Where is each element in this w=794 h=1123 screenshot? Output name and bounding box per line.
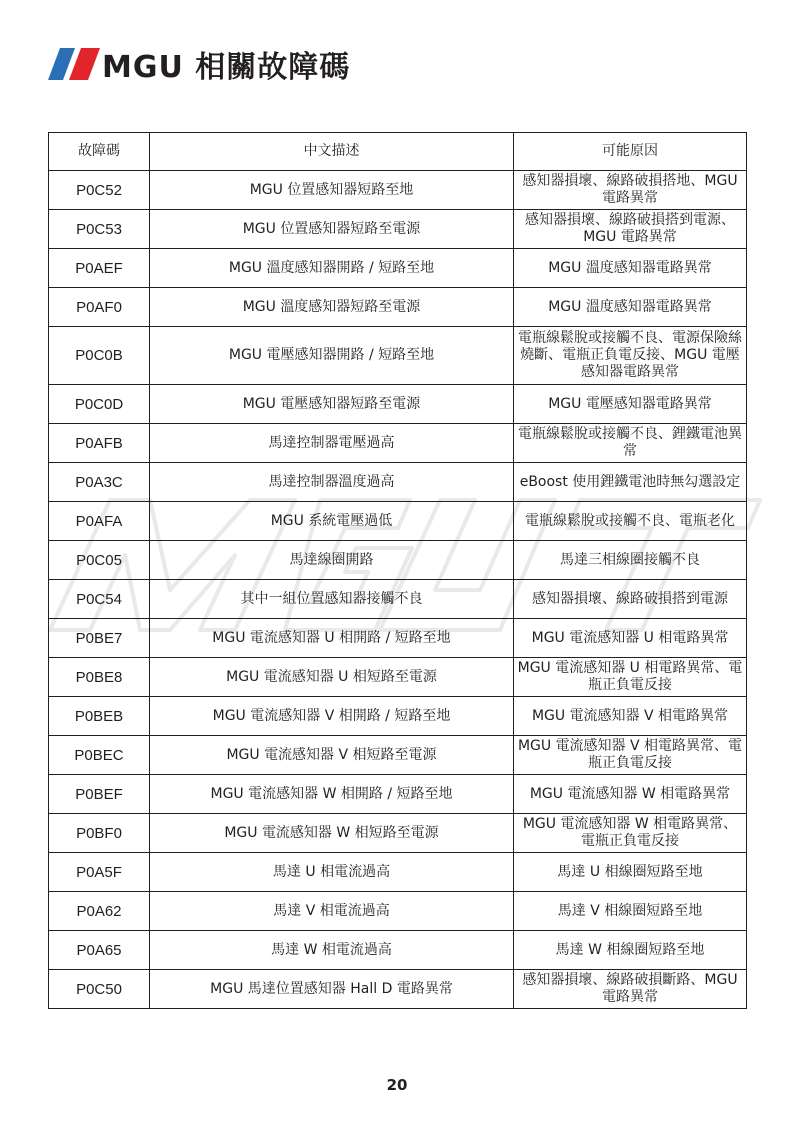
table-row	[49, 970, 747, 1009]
fault-code: P0A65	[49, 931, 150, 970]
fault-cause: MGU 電流感知器 U 相電路異常	[514, 619, 747, 658]
fault-description: MGU 馬達位置感知器 Hall D 電路異常	[150, 970, 514, 1009]
fault-code: P0BE8	[49, 658, 150, 697]
table-row	[49, 892, 747, 931]
table-row	[49, 424, 747, 463]
fault-description: MGU 電流感知器 U 相開路 / 短路至地	[150, 619, 514, 658]
fault-description: 馬達 V 相電流過高	[150, 892, 514, 931]
fault-cause: MGU 電流感知器 W 相電路異常、電瓶正負電反接	[514, 814, 747, 853]
table-row	[49, 619, 747, 658]
fault-code: P0AF0	[49, 288, 150, 327]
fault-description: MGU 位置感知器短路至電源	[150, 210, 514, 249]
fault-description: MGU 位置感知器短路至地	[150, 171, 514, 210]
fault-description: MGU 溫度感知器開路 / 短路至地	[150, 249, 514, 288]
fault-cause: 電瓶線鬆脫或接觸不良、鋰鐵電池異常	[514, 424, 747, 463]
table-row	[49, 502, 747, 541]
table-row	[49, 463, 747, 502]
brand-logo-icon	[48, 48, 100, 80]
fault-description: MGU 電流感知器 U 相短路至電源	[150, 658, 514, 697]
page-number: 20	[386, 1076, 408, 1094]
fault-cause: MGU 電流感知器 V 相電路異常	[514, 697, 747, 736]
fault-code-table	[48, 132, 747, 1009]
fault-description: MGU 電壓感知器短路至電源	[150, 385, 514, 424]
fault-cause: MGU 電流感知器 U 相電路異常、電瓶正負電反接	[514, 658, 747, 697]
table-row	[49, 931, 747, 970]
fault-code: P0BE7	[49, 619, 150, 658]
table-row	[49, 171, 747, 210]
fault-code: P0C0B	[49, 327, 150, 385]
fault-description: 其中一組位置感知器接觸不良	[150, 580, 514, 619]
column-header-code: 故障碼	[49, 133, 150, 171]
table-row	[49, 580, 747, 619]
fault-description: MGU 電壓感知器開路 / 短路至地	[150, 327, 514, 385]
fault-code: P0A5F	[49, 853, 150, 892]
fault-code: P0C53	[49, 210, 150, 249]
table-row	[49, 385, 747, 424]
table-row	[49, 736, 747, 775]
fault-description: 馬達控制器溫度過高	[150, 463, 514, 502]
page-header	[48, 44, 350, 84]
table-row	[49, 210, 747, 249]
fault-cause: 電瓶線鬆脫或接觸不良、電源保險絲燒斷、電瓶正負電反接、MGU 電壓感知器電路異常	[514, 327, 747, 385]
table-row	[49, 697, 747, 736]
fault-code: P0C50	[49, 970, 150, 1009]
fault-cause: 電瓶線鬆脫或接觸不良、電瓶老化	[514, 502, 747, 541]
table-row	[49, 249, 747, 288]
column-header-description: 中文描述	[150, 133, 514, 171]
fault-description: 馬達 U 相電流過高	[150, 853, 514, 892]
fault-description: MGU 電流感知器 V 相開路 / 短路至地	[150, 697, 514, 736]
table-row	[49, 288, 747, 327]
table-row	[49, 658, 747, 697]
fault-description: MGU 溫度感知器短路至電源	[150, 288, 514, 327]
table-row	[49, 541, 747, 580]
fault-description: 馬達 W 相電流過高	[150, 931, 514, 970]
fault-description: MGU 系統電壓過低	[150, 502, 514, 541]
table-row	[49, 853, 747, 892]
fault-cause: 感知器損壞、線路破損搭到電源	[514, 580, 747, 619]
fault-description: MGU 電流感知器 W 相開路 / 短路至地	[150, 775, 514, 814]
fault-cause: MGU 溫度感知器電路異常	[514, 249, 747, 288]
column-header-cause: 可能原因	[514, 133, 747, 171]
fault-cause: 馬達 V 相線圈短路至地	[514, 892, 747, 931]
fault-code: P0BEC	[49, 736, 150, 775]
fault-cause: 感知器損壞、線路破損搭地、MGU 電路異常	[514, 171, 747, 210]
table-row	[49, 814, 747, 853]
fault-description: 馬達線圈開路	[150, 541, 514, 580]
fault-code: P0C05	[49, 541, 150, 580]
fault-cause: MGU 電壓感知器電路異常	[514, 385, 747, 424]
fault-cause: eBoost 使用鋰鐵電池時無勾選設定	[514, 463, 747, 502]
table-row	[49, 327, 747, 385]
fault-cause: MGU 電流感知器 V 相電路異常、電瓶正負電反接	[514, 736, 747, 775]
fault-code: P0C0D	[49, 385, 150, 424]
fault-code: P0C52	[49, 171, 150, 210]
fault-cause: MGU 溫度感知器電路異常	[514, 288, 747, 327]
fault-cause: 感知器損壞、線路破損搭到電源、MGU 電路異常	[514, 210, 747, 249]
fault-code: P0BEF	[49, 775, 150, 814]
fault-code: P0AFB	[49, 424, 150, 463]
table-header-row	[49, 133, 747, 171]
fault-cause: 馬達 W 相線圈短路至地	[514, 931, 747, 970]
fault-description: MGU 電流感知器 W 相短路至電源	[150, 814, 514, 853]
fault-code: P0BF0	[49, 814, 150, 853]
fault-code: P0AFA	[49, 502, 150, 541]
fault-description: MGU 電流感知器 V 相短路至電源	[150, 736, 514, 775]
fault-code: P0AEF	[49, 249, 150, 288]
fault-cause: MGU 電流感知器 W 相電路異常	[514, 775, 747, 814]
fault-cause: 馬達三相線圈接觸不良	[514, 541, 747, 580]
fault-code: P0C54	[49, 580, 150, 619]
fault-code: P0A62	[49, 892, 150, 931]
fault-cause: 馬達 U 相線圈短路至地	[514, 853, 747, 892]
fault-description: 馬達控制器電壓過高	[150, 424, 514, 463]
page-title: MGU 相關故障碼	[102, 50, 351, 85]
table-row	[49, 775, 747, 814]
fault-code: P0BEB	[49, 697, 150, 736]
fault-cause: 感知器損壞、線路破損斷路、MGU 電路異常	[514, 970, 747, 1009]
fault-code: P0A3C	[49, 463, 150, 502]
